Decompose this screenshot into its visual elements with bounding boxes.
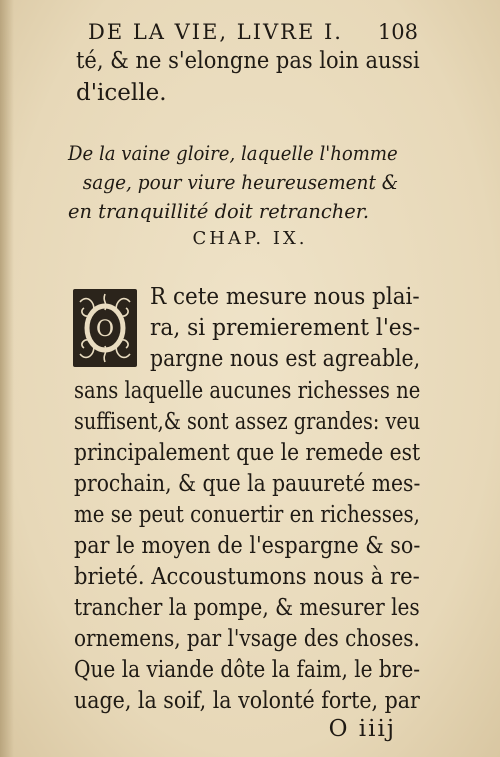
- text-line: brieté. Accoustumons nous à re-: [74, 564, 420, 590]
- text-line: principalement que le remede est: [74, 440, 421, 466]
- signature-mark: O iiij: [328, 716, 396, 742]
- dropcap-letter: O: [95, 317, 115, 342]
- text-line: suffisent,& sont assez grandes: veu: [74, 409, 421, 435]
- ornamental-initial: [72, 288, 138, 368]
- text-line: Que la viande dôte la faim, le bre-: [74, 657, 421, 683]
- text-line: trancher la pompe, & mesurer les: [74, 595, 420, 621]
- text-line: par le moyen de l'espargne & so-: [74, 533, 421, 559]
- chapter-title-line: De la vaine gloire, laquelle l'homme: [68, 141, 398, 165]
- running-header: [88, 20, 418, 44]
- chapter-title-line: sage, pour viure heureusement &: [82, 170, 399, 194]
- text-line: prochain, & que la pauureté mes-: [74, 471, 421, 497]
- text-line: d'icelle.: [76, 80, 167, 106]
- page-gutter-shadow: [0, 0, 14, 757]
- text-line: me se peut conuertir en richesses,: [74, 502, 420, 528]
- chapter-title-line: en tranquillité doit retrancher.: [68, 199, 370, 223]
- chapter-title: [68, 139, 408, 226]
- running-title: DE LA VIE, LIVRE I.: [88, 20, 343, 44]
- text-line: uage, la soif, la volonté forte, par: [74, 688, 420, 714]
- text-line: sans laquelle aucunes richesses ne: [74, 378, 421, 404]
- text-line: té, & ne s'elongne pas loin aussi: [76, 48, 420, 74]
- text-line: ra, si premierement l'es-: [150, 315, 421, 341]
- page-number: 108: [377, 20, 418, 44]
- text-line: pargne nous est agreable,: [150, 346, 421, 372]
- text-line: R cete mesure nous plai-: [150, 284, 420, 310]
- chapter-label: CHAP. IX.: [192, 228, 308, 249]
- text-line: ornemens, par l'vsage des choses.: [74, 626, 420, 652]
